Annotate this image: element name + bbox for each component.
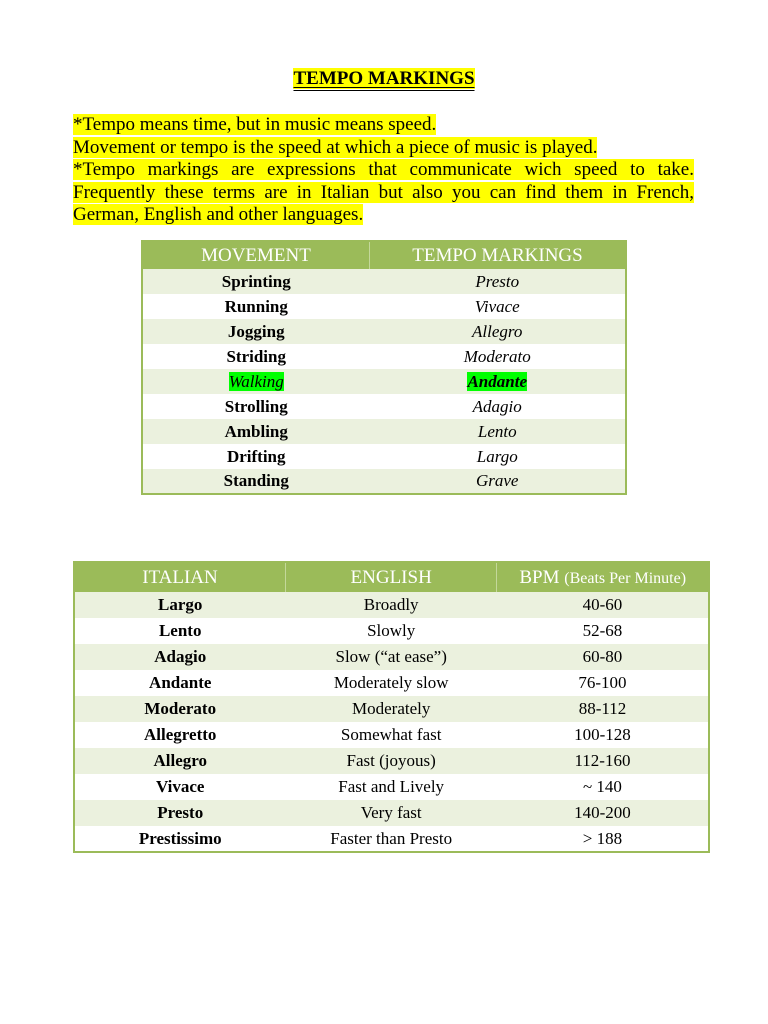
bpm-cell: 112-160 bbox=[497, 748, 709, 774]
bpm-cell: 100-128 bbox=[497, 722, 709, 748]
bpm-cell: 40-60 bbox=[497, 592, 709, 618]
highlighted-movement: Walking bbox=[228, 371, 284, 391]
movement-cell: Striding bbox=[142, 344, 369, 369]
marking-cell: Grave bbox=[369, 469, 626, 494]
intro-line bbox=[73, 159, 694, 182]
table-row bbox=[74, 618, 709, 644]
english-cell: Somewhat fast bbox=[285, 722, 496, 748]
intro-line bbox=[73, 114, 694, 137]
italian-cell: Adagio bbox=[74, 644, 285, 670]
column-header-italian: ITALIAN bbox=[74, 562, 285, 592]
bpm-cell: > 188 bbox=[497, 826, 709, 852]
table-row bbox=[74, 748, 709, 774]
intro-text: *Tempo markings are expressions that communicate wich speed to take. bbox=[73, 159, 694, 181]
bpm-cell: 140-200 bbox=[497, 800, 709, 826]
bpm-header-subtitle: (Beats Per Minute) bbox=[564, 569, 687, 587]
table-row bbox=[74, 722, 709, 748]
bpm-cell: ~ 140 bbox=[497, 774, 709, 800]
english-cell: Broadly bbox=[285, 592, 496, 618]
english-cell: Slow (“at ease”) bbox=[285, 644, 496, 670]
column-header-english: ENGLISH bbox=[285, 562, 496, 592]
table-row bbox=[74, 696, 709, 722]
movement-cell bbox=[142, 369, 369, 394]
table-row bbox=[142, 444, 626, 469]
table-row bbox=[142, 319, 626, 344]
marking-cell: Vivace bbox=[369, 294, 626, 319]
marking-cell: Presto bbox=[369, 269, 626, 294]
column-header-movement: MOVEMENT bbox=[142, 241, 369, 269]
table-row bbox=[74, 800, 709, 826]
table-row bbox=[74, 826, 709, 852]
italian-cell: Presto bbox=[74, 800, 285, 826]
table-row bbox=[142, 294, 626, 319]
table-row-highlighted bbox=[142, 369, 626, 394]
movement-cell: Jogging bbox=[142, 319, 369, 344]
marking-cell bbox=[369, 369, 626, 394]
intro-text: German, English and other languages. bbox=[73, 204, 364, 226]
highlighted-marking: Andante bbox=[467, 371, 527, 391]
english-cell: Faster than Presto bbox=[285, 826, 496, 852]
table-row bbox=[74, 670, 709, 696]
movement-cell: Sprinting bbox=[142, 269, 369, 294]
table-row bbox=[142, 269, 626, 294]
intro-text: Movement or tempo is the speed at which a piece of music is played. bbox=[73, 136, 598, 158]
italian-cell: Moderato bbox=[74, 696, 285, 722]
italian-cell: Prestissimo bbox=[74, 826, 285, 852]
table-header-row bbox=[74, 562, 709, 592]
movement-cell: Drifting bbox=[142, 444, 369, 469]
intro-line bbox=[73, 137, 694, 160]
intro-line bbox=[73, 204, 694, 227]
movement-cell: Running bbox=[142, 294, 369, 319]
marking-cell: Adagio bbox=[369, 394, 626, 419]
italian-cell: Allegro bbox=[74, 748, 285, 774]
italian-cell: Andante bbox=[74, 670, 285, 696]
bpm-cell: 88-112 bbox=[497, 696, 709, 722]
intro-text: Frequently these terms are in Italian but also you can find them in French, bbox=[73, 181, 694, 203]
english-cell: Very fast bbox=[285, 800, 496, 826]
movement-tempo-table bbox=[141, 240, 627, 495]
intro-paragraph bbox=[73, 114, 694, 227]
marking-cell: Lento bbox=[369, 419, 626, 444]
movement-cell: Ambling bbox=[142, 419, 369, 444]
english-cell: Moderately slow bbox=[285, 670, 496, 696]
table-row bbox=[74, 592, 709, 618]
english-cell: Slowly bbox=[285, 618, 496, 644]
table-row bbox=[142, 469, 626, 494]
italian-cell: Allegretto bbox=[74, 722, 285, 748]
english-cell: Fast and Lively bbox=[285, 774, 496, 800]
italian-cell: Lento bbox=[74, 618, 285, 644]
bpm-cell: 76-100 bbox=[497, 670, 709, 696]
table-row bbox=[74, 774, 709, 800]
table-row bbox=[74, 644, 709, 670]
movement-cell: Strolling bbox=[142, 394, 369, 419]
bpm-cell: 60-80 bbox=[497, 644, 709, 670]
page-title bbox=[0, 68, 768, 90]
column-header-tempo-markings: TEMPO MARKINGS bbox=[369, 241, 626, 269]
table-row bbox=[142, 344, 626, 369]
movement-cell: Standing bbox=[142, 469, 369, 494]
italian-cell: Vivace bbox=[74, 774, 285, 800]
intro-line bbox=[73, 182, 694, 205]
table-header-row bbox=[142, 241, 626, 269]
column-header-bpm bbox=[497, 562, 709, 592]
english-cell: Fast (joyous) bbox=[285, 748, 496, 774]
marking-cell: Moderato bbox=[369, 344, 626, 369]
marking-cell: Allegro bbox=[369, 319, 626, 344]
english-cell: Moderately bbox=[285, 696, 496, 722]
italian-cell: Largo bbox=[74, 592, 285, 618]
marking-cell: Largo bbox=[369, 444, 626, 469]
table-row bbox=[142, 394, 626, 419]
intro-text: *Tempo means time, but in music means speed. bbox=[73, 114, 437, 135]
bpm-cell: 52-68 bbox=[497, 618, 709, 644]
table-row bbox=[142, 419, 626, 444]
italian-english-bpm-table bbox=[73, 561, 710, 853]
bpm-header-label: BPM bbox=[519, 566, 560, 588]
page-title-text: TEMPO MARKINGS bbox=[293, 68, 475, 89]
